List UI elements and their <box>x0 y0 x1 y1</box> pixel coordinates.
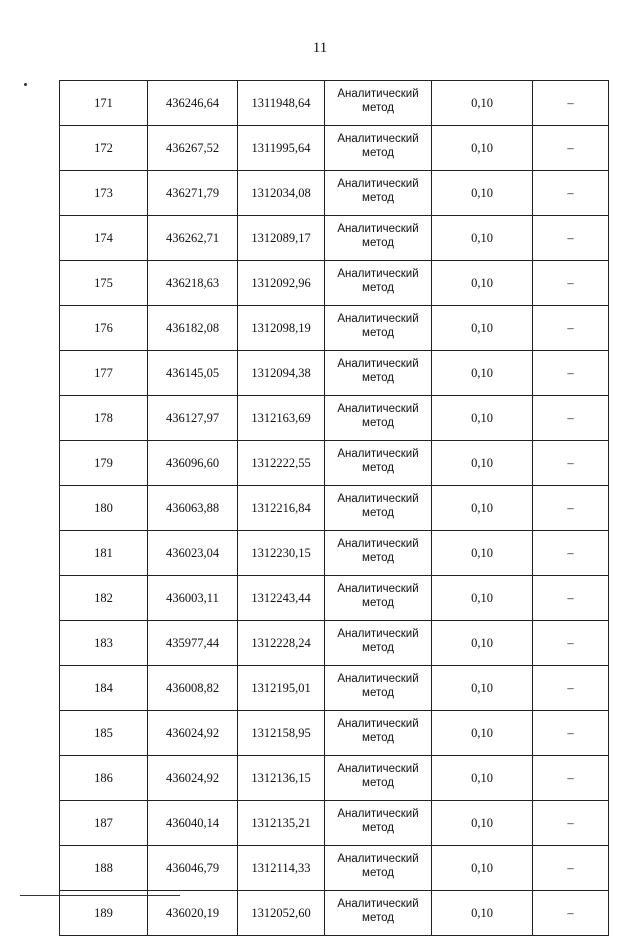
method-line-1: Аналитический <box>337 268 419 280</box>
accuracy-cell: 0,10 <box>432 666 533 711</box>
accuracy-cell: 0,10 <box>432 306 533 351</box>
table-row <box>60 81 609 126</box>
x-coordinate-cell: 436246,64 <box>148 81 238 126</box>
table-row <box>60 351 609 396</box>
accuracy-cell: 0,10 <box>432 801 533 846</box>
method-line-2: метод <box>362 597 394 609</box>
point-number-cell: 179 <box>60 441 148 486</box>
method-cell <box>325 576 432 621</box>
method-line-1: Аналитический <box>337 853 419 865</box>
table-row <box>60 441 609 486</box>
x-coordinate-cell: 436023,04 <box>148 531 238 576</box>
method-line-2: метод <box>362 102 394 114</box>
x-coordinate-cell: 436262,71 <box>148 216 238 261</box>
point-number-cell: 178 <box>60 396 148 441</box>
method-line-2: метод <box>362 912 394 924</box>
y-coordinate-cell: 1312135,21 <box>238 801 325 846</box>
note-cell: – <box>533 891 609 936</box>
note-cell: – <box>533 351 609 396</box>
accuracy-cell: 0,10 <box>432 846 533 891</box>
table-row <box>60 576 609 621</box>
method-line-1: Аналитический <box>337 898 419 910</box>
table-row <box>60 891 609 936</box>
method-line-1: Аналитический <box>337 358 419 370</box>
note-cell: – <box>533 531 609 576</box>
method-cell <box>325 486 432 531</box>
method-line-1: Аналитический <box>337 493 419 505</box>
table-row <box>60 846 609 891</box>
y-coordinate-cell: 1312034,08 <box>238 171 325 216</box>
accuracy-cell: 0,10 <box>432 126 533 171</box>
y-coordinate-cell: 1312114,33 <box>238 846 325 891</box>
table-row <box>60 486 609 531</box>
x-coordinate-cell: 436218,63 <box>148 261 238 306</box>
x-coordinate-cell: 436063,88 <box>148 486 238 531</box>
point-number-cell: 189 <box>60 891 148 936</box>
y-coordinate-cell: 1311948,64 <box>238 81 325 126</box>
method-cell <box>325 711 432 756</box>
point-number-cell: 188 <box>60 846 148 891</box>
accuracy-cell: 0,10 <box>432 261 533 306</box>
method-line-1: Аналитический <box>337 718 419 730</box>
method-cell <box>325 126 432 171</box>
method-line-2: метод <box>362 687 394 699</box>
point-number-cell: 180 <box>60 486 148 531</box>
point-number-cell: 172 <box>60 126 148 171</box>
note-cell: – <box>533 621 609 666</box>
note-cell: – <box>533 216 609 261</box>
method-cell <box>325 216 432 261</box>
coordinates-table-body <box>60 81 609 936</box>
method-cell <box>325 756 432 801</box>
table-row <box>60 306 609 351</box>
accuracy-cell: 0,10 <box>432 441 533 486</box>
table-row <box>60 801 609 846</box>
note-cell: – <box>533 666 609 711</box>
method-cell <box>325 891 432 936</box>
method-cell <box>325 621 432 666</box>
method-cell <box>325 396 432 441</box>
x-coordinate-cell: 435977,44 <box>148 621 238 666</box>
method-line-1: Аналитический <box>337 88 419 100</box>
x-coordinate-cell: 436020,19 <box>148 891 238 936</box>
method-line-1: Аналитический <box>337 223 419 235</box>
accuracy-cell: 0,10 <box>432 576 533 621</box>
y-coordinate-cell: 1312216,84 <box>238 486 325 531</box>
table-row <box>60 621 609 666</box>
accuracy-cell: 0,10 <box>432 351 533 396</box>
method-line-1: Аналитический <box>337 403 419 415</box>
method-cell <box>325 846 432 891</box>
footer-rule <box>20 895 180 896</box>
method-line-2: метод <box>362 552 394 564</box>
accuracy-cell: 0,10 <box>432 171 533 216</box>
method-line-1: Аналитический <box>337 538 419 550</box>
table-row <box>60 126 609 171</box>
y-coordinate-cell: 1312228,24 <box>238 621 325 666</box>
x-coordinate-cell: 436267,52 <box>148 126 238 171</box>
y-coordinate-cell: 1312089,17 <box>238 216 325 261</box>
method-line-1: Аналитический <box>337 583 419 595</box>
y-coordinate-cell: 1312136,15 <box>238 756 325 801</box>
note-cell: – <box>533 81 609 126</box>
method-line-2: метод <box>362 462 394 474</box>
y-coordinate-cell: 1312092,96 <box>238 261 325 306</box>
y-coordinate-cell: 1312195,01 <box>238 666 325 711</box>
method-line-1: Аналитический <box>337 133 419 145</box>
x-coordinate-cell: 436145,05 <box>148 351 238 396</box>
point-number-cell: 184 <box>60 666 148 711</box>
point-number-cell: 181 <box>60 531 148 576</box>
table-row <box>60 666 609 711</box>
method-line-2: метод <box>362 192 394 204</box>
note-cell: – <box>533 576 609 621</box>
method-line-2: метод <box>362 732 394 744</box>
y-coordinate-cell: 1312098,19 <box>238 306 325 351</box>
point-number-cell: 183 <box>60 621 148 666</box>
method-line-2: метод <box>362 507 394 519</box>
note-cell: – <box>533 486 609 531</box>
point-number-cell: 174 <box>60 216 148 261</box>
x-coordinate-cell: 436127,97 <box>148 396 238 441</box>
method-line-2: метод <box>362 642 394 654</box>
method-line-2: метод <box>362 327 394 339</box>
note-cell: – <box>533 801 609 846</box>
accuracy-cell: 0,10 <box>432 891 533 936</box>
y-coordinate-cell: 1312243,44 <box>238 576 325 621</box>
point-number-cell: 186 <box>60 756 148 801</box>
method-line-1: Аналитический <box>337 673 419 685</box>
table-row <box>60 216 609 261</box>
point-number-cell: 176 <box>60 306 148 351</box>
y-coordinate-cell: 1312052,60 <box>238 891 325 936</box>
method-line-2: метод <box>362 417 394 429</box>
table-row <box>60 756 609 801</box>
coordinates-table <box>59 80 609 936</box>
note-cell: – <box>533 441 609 486</box>
method-cell <box>325 531 432 576</box>
table-row <box>60 531 609 576</box>
method-cell <box>325 81 432 126</box>
x-coordinate-cell: 436003,11 <box>148 576 238 621</box>
accuracy-cell: 0,10 <box>432 531 533 576</box>
method-line-2: метод <box>362 867 394 879</box>
x-coordinate-cell: 436046,79 <box>148 846 238 891</box>
note-cell: – <box>533 756 609 801</box>
accuracy-cell: 0,10 <box>432 216 533 261</box>
method-line-2: метод <box>362 237 394 249</box>
table-row <box>60 261 609 306</box>
note-cell: – <box>533 306 609 351</box>
method-line-1: Аналитический <box>337 808 419 820</box>
x-coordinate-cell: 436024,92 <box>148 711 238 756</box>
y-coordinate-cell: 1312158,95 <box>238 711 325 756</box>
scan-dot <box>24 83 27 86</box>
method-cell <box>325 666 432 711</box>
method-cell <box>325 261 432 306</box>
x-coordinate-cell: 436008,82 <box>148 666 238 711</box>
note-cell: – <box>533 711 609 756</box>
point-number-cell: 175 <box>60 261 148 306</box>
y-coordinate-cell: 1312094,38 <box>238 351 325 396</box>
table-row <box>60 396 609 441</box>
note-cell: – <box>533 261 609 306</box>
x-coordinate-cell: 436096,60 <box>148 441 238 486</box>
method-cell <box>325 306 432 351</box>
page-number: 11 <box>312 40 328 56</box>
y-coordinate-cell: 1312222,55 <box>238 441 325 486</box>
method-cell <box>325 351 432 396</box>
method-cell <box>325 171 432 216</box>
y-coordinate-cell: 1312163,69 <box>238 396 325 441</box>
x-coordinate-cell: 436271,79 <box>148 171 238 216</box>
accuracy-cell: 0,10 <box>432 711 533 756</box>
point-number-cell: 177 <box>60 351 148 396</box>
method-line-2: метод <box>362 147 394 159</box>
point-number-cell: 187 <box>60 801 148 846</box>
accuracy-cell: 0,10 <box>432 81 533 126</box>
point-number-cell: 173 <box>60 171 148 216</box>
x-coordinate-cell: 436182,08 <box>148 306 238 351</box>
method-line-2: метод <box>362 372 394 384</box>
method-line-1: Аналитический <box>337 763 419 775</box>
method-line-2: метод <box>362 777 394 789</box>
y-coordinate-cell: 1312230,15 <box>238 531 325 576</box>
method-line-1: Аналитический <box>337 313 419 325</box>
table-row <box>60 711 609 756</box>
method-cell <box>325 801 432 846</box>
method-line-1: Аналитический <box>337 628 419 640</box>
note-cell: – <box>533 126 609 171</box>
point-number-cell: 171 <box>60 81 148 126</box>
x-coordinate-cell: 436024,92 <box>148 756 238 801</box>
point-number-cell: 185 <box>60 711 148 756</box>
y-coordinate-cell: 1311995,64 <box>238 126 325 171</box>
note-cell: – <box>533 171 609 216</box>
method-line-1: Аналитический <box>337 448 419 460</box>
x-coordinate-cell: 436040,14 <box>148 801 238 846</box>
table-row <box>60 171 609 216</box>
method-cell <box>325 441 432 486</box>
accuracy-cell: 0,10 <box>432 756 533 801</box>
accuracy-cell: 0,10 <box>432 486 533 531</box>
accuracy-cell: 0,10 <box>432 621 533 666</box>
note-cell: – <box>533 846 609 891</box>
method-line-2: метод <box>362 282 394 294</box>
method-line-2: метод <box>362 822 394 834</box>
accuracy-cell: 0,10 <box>432 396 533 441</box>
method-line-1: Аналитический <box>337 178 419 190</box>
note-cell: – <box>533 396 609 441</box>
point-number-cell: 182 <box>60 576 148 621</box>
